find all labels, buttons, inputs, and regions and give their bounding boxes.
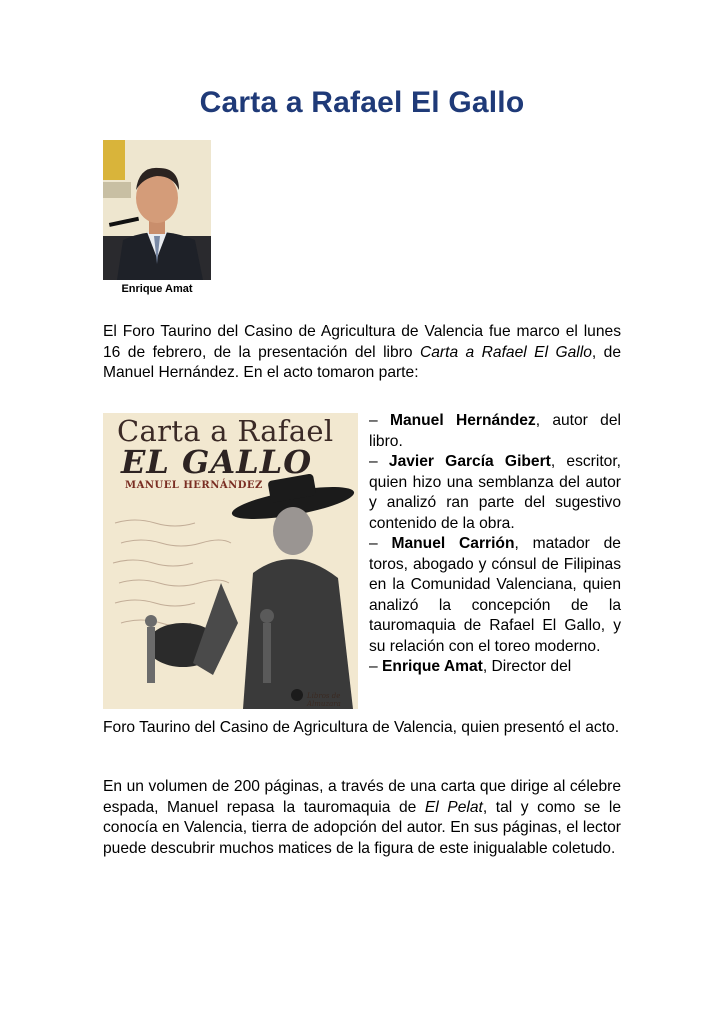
closing-text-before: En un volumen de 200 páginas, a través de una carta que dirige al célebre espada, Manuel repasa la tauromaquia de [103,778,621,816]
participant-name: Manuel Carrión [391,535,515,552]
book-cover-title-line1: Carta a Rafael [117,414,334,448]
participant-tail: Foro Taurino del Casino de Agricultura de Valencia, quien presentó el acto. [103,719,620,736]
participant-desc: , matador de toros, abogado y cónsul de Filipinas en la Comunidad Valenciana, quien analizó la concepción de la tauromaquia de Rafael El Gallo, y su relación con el toreo moderno. [369,535,621,655]
participant-desc: , Director del [482,658,572,675]
intro-book-title: Carta a Rafael El Gallo [419,343,592,361]
participant-item [369,534,621,657]
portrait-illustration [103,140,211,280]
intro-text-after: , de Manuel Hernández. En el acto tomaron parte: [103,343,622,381]
closing-italic: El Pelat [424,798,483,816]
participant-name: Manuel Hernández [389,412,536,429]
intro-paragraph [103,322,621,384]
portrait-photo [103,140,211,280]
participant-dash: – [369,535,392,552]
participant-item [369,452,621,534]
participant-item [369,411,621,452]
participant-dash: – [369,658,383,675]
closing-paragraph [103,777,621,859]
participants-list [369,411,621,678]
photo-caption: Enrique Amat [121,283,193,295]
book-cover-publisher: Libros de Almuzara [307,692,341,708]
participant-desc: , escritor, quien hizo una semblanza del autor y analizó ran parte del sugestivo contenido de la obra. [369,453,621,532]
participant-name: Enrique Amat [382,658,483,675]
participant-dash: – [369,453,389,470]
closing-text-after: , tal y como se le conocía en Valencia, tierra de adopción del autor. En sus páginas, el lector puede descubrir muchos matices de la figura de este inigualable coletudo. [103,798,622,857]
intro-text-before: El Foro Taurino del Casino de Agricultura de Valencia fue marco el lunes 16 de febrero, de la presentación del libro [103,323,621,361]
participant-item [369,657,621,678]
book-cover-author: MANUEL HERNÁNDEZ [125,480,263,491]
article-title: Carta a Rafael El Gallo [199,86,525,119]
book-cover-title-line2: EL GALLO [121,443,313,481]
participant-name: Javier García Gibert [388,453,551,470]
participant-desc: , autor del libro. [369,412,621,450]
book-cover [103,413,358,709]
participant-dash: – [369,412,390,429]
